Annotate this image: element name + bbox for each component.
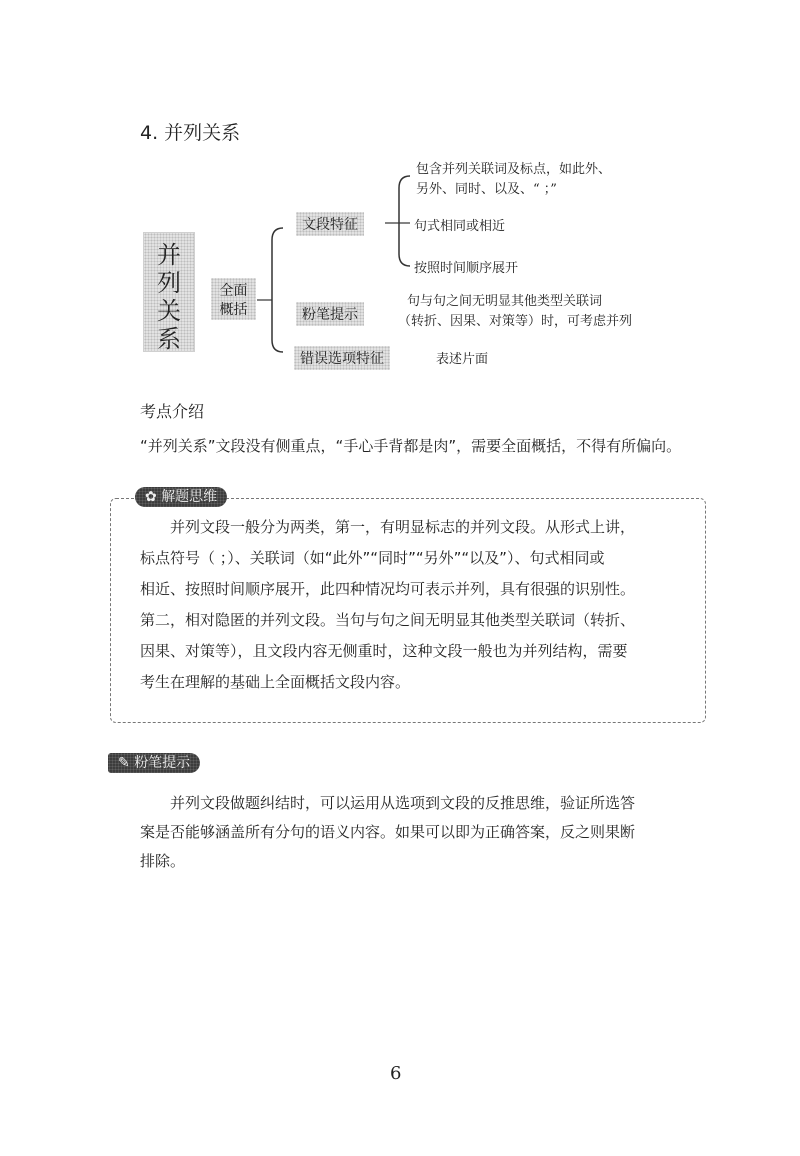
paragraph-line: 并列文段一般分为两类，第一，有明显标志的并列文段。从形式上讲， (170, 518, 636, 536)
sub-label: 概括 (219, 302, 248, 318)
category-pen-tip: 粉笔提示 (296, 302, 364, 326)
paragraph-line: 并列文段做题纠结时，可以运用从选项到文段的反推思维，验证所选答 (170, 794, 636, 812)
root-char: 关 (157, 297, 181, 325)
paragraph-line: 考生在理解的基础上全面概括文段内容。 (140, 673, 411, 691)
section-title: 4. 并列关系 (140, 122, 241, 144)
leaf-wrong-option: 表述片面 (436, 352, 489, 367)
tips-paragraph (140, 789, 635, 876)
note-text: “并列关系”文段没有侧重点，“手心手背都是肉”，需要全面概括，不得有所偏向。 (140, 437, 682, 455)
leaf-style-1: 另外、同时、以及、“ ；” (416, 182, 557, 197)
sub-label: 全面 (219, 283, 248, 299)
pencil-icon: ✎ (118, 755, 130, 771)
thinking-tag (135, 487, 227, 507)
paragraph-line: 相近、按照时间顺序展开，此四种情况均可表示并列，具有很强的识别性。 (140, 580, 636, 598)
category-style: 文段特征 (296, 212, 364, 236)
root-char: 并 (157, 241, 181, 269)
paragraph-line: 排除。 (140, 852, 186, 870)
tips-tag-label: 粉笔提示 (134, 755, 191, 771)
thinking-paragraph (140, 512, 635, 698)
bulb-icon: ✿ (145, 489, 157, 505)
paragraph-line: 标点符号（ ；）、关联词（如“此外”“同时”“另外”“以及”）、句式相同或 (140, 549, 605, 567)
tips-tag (108, 753, 200, 773)
root-char: 系 (157, 325, 181, 353)
thinking-tag-label: 解题思维 (161, 489, 218, 505)
note-label: 考点介绍 (140, 402, 205, 421)
leaf-pen-tip: （转折、因果、对策等）时，可考虑并列 (398, 314, 633, 329)
paragraph-line: 第二，相对隐匿的并列文段。当句与句之间无明显其他类型关联词（转折、 (140, 611, 636, 629)
paragraph-line: 因果、对策等），且文段内容无侧重时，这种文段一般也为并列结构，需要 (140, 642, 628, 660)
root-char: 列 (157, 269, 181, 297)
leaf-pen-tip: 句与句之间无明显其他类型关联词 (407, 294, 603, 309)
leaf-style-2: 句式相同或相近 (414, 219, 506, 234)
paragraph-line: 案是否能够涵盖所有分句的语义内容。如果可以即为正确答案，反之则果断 (140, 823, 636, 841)
leaf-style-3: 按照时间顺序展开 (414, 261, 519, 276)
mind-map (0, 0, 800, 380)
page-number: 6 (390, 1063, 402, 1084)
category-wrong-option: 错误选项特征 (294, 346, 390, 370)
leaf-style-1: 包含并列关联词及标点，如此外、 (416, 162, 612, 177)
